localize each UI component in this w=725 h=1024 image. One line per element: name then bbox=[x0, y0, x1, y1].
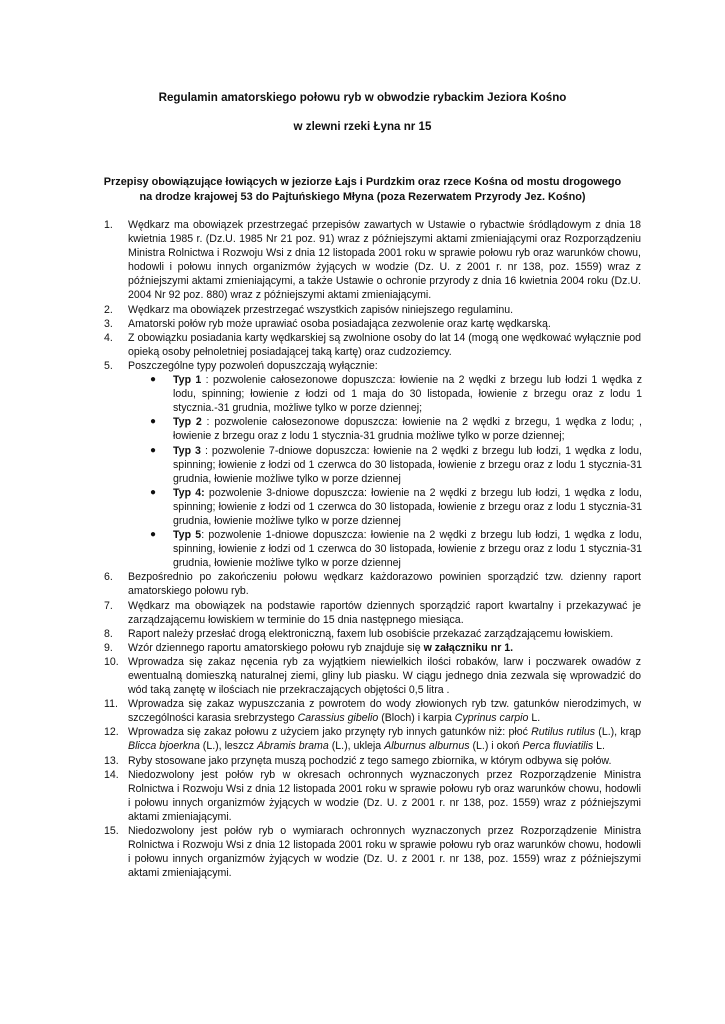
permit-type-text: : pozwolenie 1-dniowe dopuszcza: łowienie na 2 wędki z brzegu lub łodzi, 1 wędka z lodu, spinning, łowienie z łodzi od 1 czerwca do 30 listopada, łowienie z brzegu oraz z lodu 1 stycznia-31 grudnia, łowienie możliwe tylko w porze dziennej bbox=[173, 529, 642, 570]
latin-name: Alburnus alburnus bbox=[384, 740, 470, 753]
permit-type-label: Typ 2 bbox=[173, 416, 202, 429]
item-text: Wprowadza się zakaz nęcenia ryb za wyjątkiem niewielkich ilości robaków, larw i poczwarek owadów z ewentualną domieszką naturalnej ziemi, gliny lub piasku. W ciągu jednego dnia zezwala się wprowadzić do wód taką zanętę w ilościach nie przekraczających objętości 0,5 litra . bbox=[128, 655, 641, 697]
latin-name: Abramis brama bbox=[256, 740, 329, 753]
list-item bbox=[0, 697, 641, 725]
item-number: 14. bbox=[104, 768, 119, 781]
item-text: Raport należy przesłać drogą elektroniczną, faxem lub osobiście przekazać zarządzającemu łowiskiem. bbox=[128, 627, 614, 640]
item-text: Wzór dziennego raportu amatorskiego połowu ryb znajduje się w załączniku nr 1. bbox=[128, 641, 514, 654]
item-number: 8. bbox=[104, 627, 113, 640]
list-item bbox=[0, 824, 641, 880]
item-text: Niedozwolony jest połów ryb o wymiarach ochronnych wyznaczonych przez Rozporządzenie Ministra Rolnictwa i Rozwoju Wsi z dnia 12 listopada 2001 roku w sprawie połowu ryb oraz warunków chowu, hodowli i połowu innych organizmów żyjących w wodzie (Dz. U. z 2001 r. nr 138, poz. 1559) wraz z późniejszymi aktami zmieniającymi. bbox=[128, 825, 641, 880]
item-text: Bezpośrednio po zakończeniu połowu wędkarz każdorazowo powinien sporządzić tzw. dzienny raport amatorskiego połowu ryb. bbox=[128, 571, 641, 598]
list-item bbox=[0, 570, 641, 598]
permit-type-label: Typ 4: bbox=[173, 486, 205, 499]
item-text: Niedozwolony jest połów ryb w okresach ochronnych wyznaczonych przez Rozporządzenie Ministra Rolnictwa i Rozwoju Wsi z dnia 12 listopada 2001 roku w sprawie połowu ryb oraz warunków chowu, hodowli i połowu innych organizmów żyjących w wodzie (Dz. U. z 2001 r. nr 138, poz. 1559) wraz z późniejszymi aktami zmieniającymi. bbox=[128, 768, 641, 823]
item-number: 11. bbox=[104, 698, 118, 711]
list-item bbox=[0, 725, 641, 753]
latin-name: Blicca bjoerkna bbox=[128, 740, 200, 753]
item-number: 9. bbox=[104, 641, 113, 654]
permit-type-item bbox=[128, 373, 642, 415]
list-item bbox=[0, 331, 641, 359]
item-number: 6. bbox=[104, 571, 113, 584]
item-number: 5. bbox=[104, 359, 113, 372]
list-item bbox=[0, 641, 641, 655]
bullet-icon: ● bbox=[150, 374, 157, 386]
permit-type-item bbox=[128, 415, 642, 443]
permit-type-text: : pozwolenie całosezonowe dopuszcza: łowienie na 2 wędki z brzegu, 1 wędka z lodu; , łowienie z brzegu oraz z lodu 1 stycznia-31 grudnia możliwe tylko w porze dziennej; bbox=[173, 416, 642, 443]
permit-type-text: pozwolenie 3-dniowe dopuszcza: łowienie na 2 wędki z brzegu lub łodzi, 1 wędka z lodu, spinning; łowienie z łodzi od 1 czerwca do 30 listopada, łowienie z brzegu oraz z lodu 1 stycznia-31 grudnia, łowienie możliwe tylko w porze dziennej bbox=[173, 486, 642, 527]
document-title: Regulamin amatorskiego połowu ryb w obwodzie rybackim Jeziora Kośno bbox=[158, 91, 567, 104]
bullet-icon: ● bbox=[150, 529, 157, 541]
item-text: Amatorski połów ryb może uprawiać osoba posiadająca zezwolenie oraz kartę wędkarską. bbox=[128, 317, 551, 330]
item-number: 4. bbox=[104, 331, 113, 344]
item-number: 13. bbox=[104, 754, 119, 767]
list-item bbox=[0, 218, 641, 303]
permit-type-label: Typ 1 bbox=[173, 374, 202, 387]
item-number: 12. bbox=[104, 726, 119, 739]
list-item bbox=[0, 655, 641, 697]
list-item bbox=[0, 754, 641, 768]
permit-type-item bbox=[128, 528, 642, 570]
item-number: 7. bbox=[104, 599, 113, 612]
list-item bbox=[0, 317, 641, 331]
permit-types-list bbox=[128, 373, 641, 570]
permit-type-label: Typ 3 bbox=[173, 444, 201, 457]
item-number: 2. bbox=[104, 303, 113, 316]
list-item bbox=[0, 627, 641, 641]
list-item bbox=[0, 599, 641, 627]
item-text: Wprowadza się zakaz połowu z użyciem jako przynęty ryb innych gatunków niż: płoć Rutilus rutilus (L.), krąp Blicca bjoerkna (L.), leszcz Abramis brama (L.), ukleja Alburnus alburnus (L.) i okoń Perca fluviatilis L. bbox=[128, 726, 641, 753]
item-number: 15. bbox=[104, 825, 119, 838]
permit-type-label: Typ 5 bbox=[173, 529, 202, 542]
latin-name: Perca fluviatilis bbox=[522, 740, 594, 753]
latin-name: Cyprinus carpio bbox=[454, 712, 529, 725]
bullet-icon: ● bbox=[150, 416, 157, 428]
bullet-icon: ● bbox=[150, 486, 157, 498]
item-text: Wędkarz ma obowiązek przestrzegać wszystkich zapisów niniejszego regulaminu. bbox=[128, 303, 514, 316]
section-heading-line-2: na drodze krajowej 53 do Pajtuńskiego Młyna (poza Rezerwatem Przyrody Jez. Kośno) bbox=[139, 191, 586, 203]
latin-name: Carassius gibelio bbox=[297, 712, 379, 725]
list-item bbox=[0, 359, 641, 570]
document-title-line-2: w zlewni rzeki Łyna nr 15 bbox=[293, 120, 432, 133]
rules-list bbox=[0, 218, 725, 880]
latin-name: Rutilus rutilus bbox=[531, 726, 596, 739]
section-heading bbox=[100, 175, 625, 205]
permit-type-item bbox=[128, 486, 642, 528]
bullet-icon: ● bbox=[150, 444, 157, 456]
attachment-reference: w załączniku nr 1. bbox=[423, 641, 514, 654]
list-item bbox=[0, 768, 641, 824]
permit-type-text: : pozwolenie 7-dniowe dopuszcza: łowienie na 2 wędki z brzegu lub łodzi, 1 wędka z lodu, spinning; łowienie z łodzi od 1 czerwca do 30 listopada, łowienie z brzegu oraz z lodu 1 stycznia-31 grudnia, łowienie możliwe tylko w porze dziennej bbox=[173, 444, 642, 485]
list-item bbox=[0, 303, 641, 317]
item-number: 10. bbox=[104, 655, 119, 668]
item-text: Wędkarz ma obowiązek na podstawie raportów dziennych sporządzić raport kwartalny i przekazywać je zarządzającemu łowiskiem w terminie do 15 dnia następnego miesiąca. bbox=[128, 599, 641, 626]
item-number: 1. bbox=[104, 219, 113, 231]
item-text: Z obowiązku posiadania karty wędkarskiej są zwolnione osoby do lat 14 (mogą one wędkować wyłącznie pod opieką osoby pełnoletniej posiadającej taką kartę) oraz cudzoziemcy. bbox=[128, 331, 641, 358]
item-number: 3. bbox=[104, 317, 113, 330]
item-text: Poszczególne typy pozwoleń dopuszczają wyłącznie: bbox=[128, 359, 378, 372]
permit-type-text: : pozwolenie całosezonowe dopuszcza: łowienie na 2 wędki z brzegu lub łodzi 1 wędka z lodu, spinning; łowienie z łodzi od 1 maja do 30 listopada, łowienie z brzegu oraz z lodu 1 stycznia.-31 grudnia, możliwe tylko w porze dziennej; bbox=[173, 374, 642, 415]
permit-type-item bbox=[128, 444, 642, 486]
section-heading-line-1: Przepisy obowiązujące łowiących w jeziorze Łajs i Purdzkim oraz rzece Kośna od mostu drogowego bbox=[103, 176, 622, 188]
item-text: Wprowadza się zakaz wypuszczania z powrotem do wody złowionych ryb tzw. gatunków nierodzimych, w szczególności karasia srebrzystego Carassius gibelio (Bloch) i karpia Cyprinus carpio L. bbox=[128, 698, 641, 725]
item-text: Ryby stosowane jako przynęta muszą pochodzić z tego samego zbiornika, w którym odbywa się połów. bbox=[128, 754, 612, 767]
item-text: Wędkarz ma obowiązek przestrzegać przepisów zawartych w Ustawie o rybactwie śródlądowym z dnia 18 kwietnia 1985 r. (Dz.U. 1985 Nr 21 poz. 91) wraz z późniejszymi aktami zmieniającymi oraz Rozporządzeniu Ministra Rolnictwa i Rozwoju Wsi z dnia 12 listopada 2001 roku w sprawie połowu ryb oraz warunków chowu, hodowli i połowu innych organizmów żyjących w wodzie (Dz. U. z 2001 r. nr 138, poz. 1559) wraz z późniejszymi aktami zmieniającymi, a także Ustawie o ochronie przyrody z dnia 16 kwietnia 2004 roku (Dz.U. 2004 Nr 92 poz. 880) wraz z późniejszymi aktami zmieniającymi. bbox=[128, 219, 641, 302]
